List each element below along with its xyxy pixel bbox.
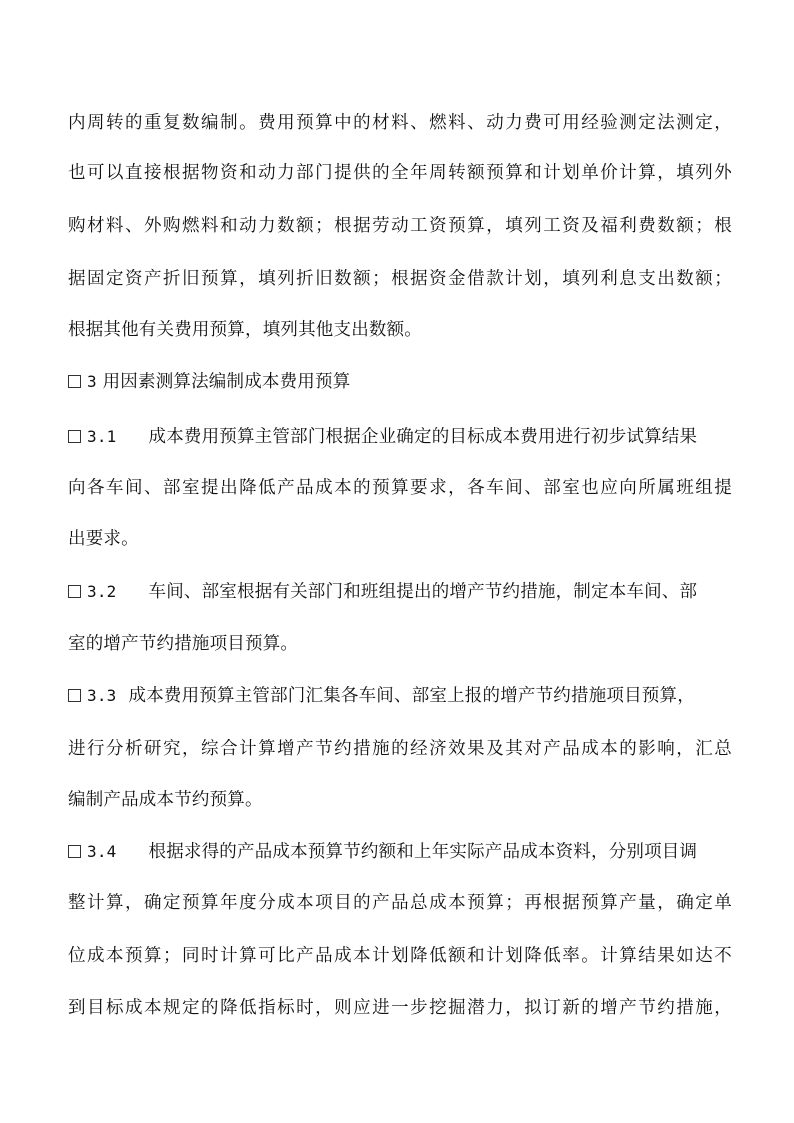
section-text: 根据求得的产品成本预算节约额和上年实际产品成本资料，分别项目调: [148, 842, 698, 862]
section-item-3-4: [68, 840, 732, 864]
section-number: 3.4: [87, 842, 117, 861]
checkbox-icon: [68, 375, 81, 388]
section-item-3-3: [68, 684, 732, 708]
section-item-3-2: [68, 580, 732, 604]
checkbox-icon: [68, 585, 81, 598]
section-title: 用因素测算法编制成本费用预算: [102, 372, 351, 392]
paragraph-line: 进行分析研究，综合计算增产节约措施的经济效果及其对产品成本的影响，汇总: [68, 739, 732, 759]
paragraph-line: 位成本预算；同时计算可比产品成本计划降低额和计划降低率。计算结果如达不: [68, 946, 732, 966]
paragraph-line: 到目标成本规定的降低指标时，则应进一步挖掘潜力，拟订新的增产节约措施，: [68, 998, 732, 1018]
checkbox-icon: [68, 689, 81, 702]
paragraph-line: 出要求。: [68, 529, 139, 549]
paragraph-line: 室的增产节约措施项目预算。: [68, 634, 299, 654]
section-heading-3: [68, 370, 732, 394]
section-text: 成本费用预算主管部门根据企业确定的目标成本费用进行初步试算结果: [148, 427, 698, 447]
paragraph-line: 据固定资产折旧预算，填列折旧数额；根据资金借款计划，填列利息支出数额；: [68, 269, 732, 289]
paragraph-line: 向各车间、部室提出降低产品成本的预算要求，各车间、部室也应向所属班组提: [68, 478, 732, 498]
section-item-3-1: [68, 425, 732, 449]
section-text: 车间、部室根据有关部门和班组提出的增产节约措施，制定本车间、部: [148, 582, 698, 602]
paragraph-line: 内周转的重复数编制。费用预算中的材料、燃料、动力费可用经验测定法测定，: [68, 113, 732, 133]
paragraph-line: 根据其他有关费用预算，填列其他支出数额。: [68, 320, 422, 340]
checkbox-icon: [68, 845, 81, 858]
paragraph-line: 编制产品成本节约预算。: [68, 790, 263, 810]
section-number: 3: [87, 372, 97, 391]
paragraph-line: 购材料、外购燃料和动力数额；根据劳动工资预算，填列工资及福利费数额；根: [68, 216, 732, 236]
section-number: 3.2: [87, 582, 117, 601]
section-number: 3.3: [87, 686, 117, 705]
paragraph-line: 也可以直接根据物资和动力部门提供的全年周转额预算和计划单价计算，填列外: [68, 163, 732, 183]
section-text: 成本费用预算主管部门汇集各车间、部室上报的增产节约措施项目预算，: [128, 686, 695, 706]
section-number: 3.1: [87, 427, 117, 446]
checkbox-icon: [68, 430, 81, 443]
paragraph-line: 整计算，确定预算年度分成本项目的产品总成本预算；再根据预算产量，确定单: [68, 893, 732, 913]
